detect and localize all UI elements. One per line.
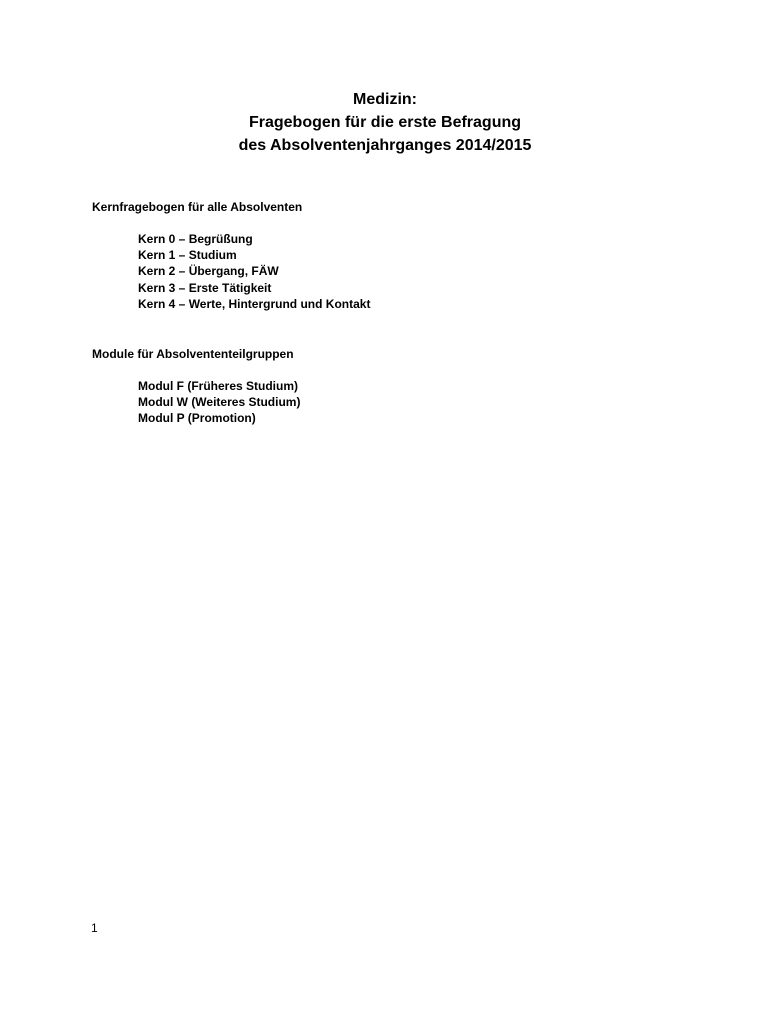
list-item-modul-p: Modul P (Promotion) (138, 411, 256, 426)
list-item-modul-w: Modul W (Weiteres Studium) (138, 395, 301, 410)
title-line-questionnaire: Fragebogen für die erste Befragung (248, 114, 522, 131)
core-module-list (138, 231, 370, 312)
list-item-modul-f: Modul F (Früheres Studium) (138, 379, 298, 393)
list-item-kern-4: Kern 4 – Werte, Hintergrund und Kontakt (138, 296, 371, 311)
subgroup-module-list (138, 378, 300, 427)
list-item-kern-0: Kern 0 – Begrüßung (138, 232, 253, 246)
list-item-kern-3: Kern 3 – Erste Tätigkeit (138, 280, 272, 295)
section-heading-subgroup-modules: Module für Absolvententeilgruppen (92, 347, 294, 361)
section-heading-core-questionnaire: Kernfragebogen für alle Absolventen (92, 200, 303, 214)
document-title (0, 88, 770, 157)
list-item-kern-2: Kern 2 – Übergang, FÄW (138, 264, 279, 279)
title-line-cohort: des Absolventenjahrganges 2014/2015 (238, 137, 532, 154)
page-number: 1 (91, 921, 98, 935)
title-line-subject: Medizin: (353, 91, 417, 108)
list-item-kern-1: Kern 1 – Studium (138, 248, 237, 263)
